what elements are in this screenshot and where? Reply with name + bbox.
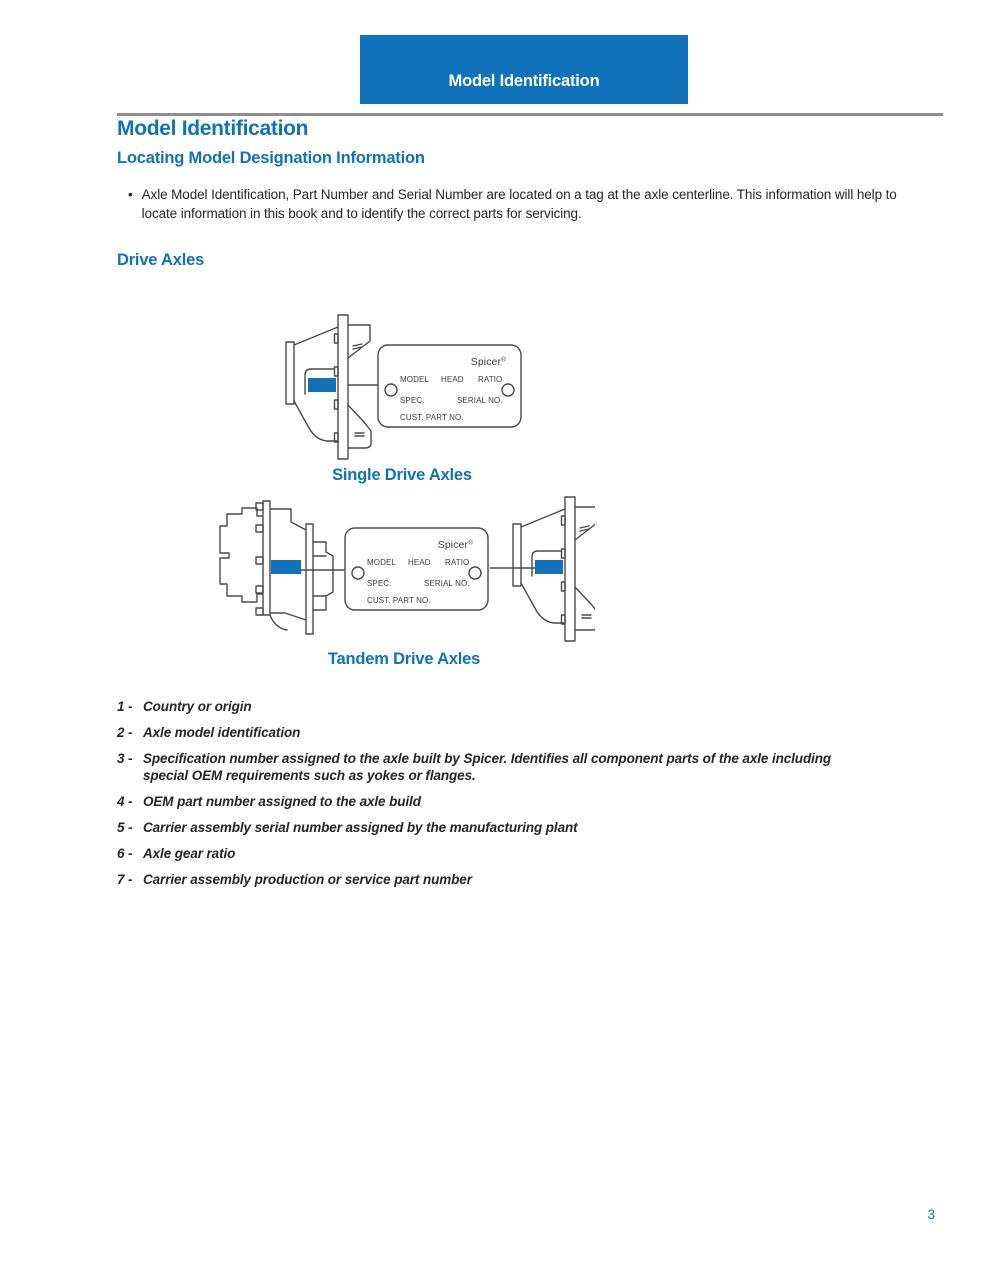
single-drive-axle-diagram — [278, 312, 523, 462]
legend-text: Axle gear ratio — [143, 845, 236, 861]
section-heading-drive-axles: Drive Axles — [117, 251, 205, 269]
banner-title: Model Identification — [448, 72, 600, 90]
legend-text: Country or origin — [143, 699, 252, 714]
figure-caption-tandem: Tandem Drive Axles — [327, 650, 481, 668]
legend-item — [117, 820, 877, 837]
legend-item — [117, 846, 877, 863]
intro-bullet — [128, 185, 918, 223]
legend-text: Carrier assembly serial number assigned by the manufacturing plant — [143, 819, 578, 835]
legend-item — [117, 872, 877, 889]
bullet-text: Axle Model Identification, Part Number and Serial Number are located on a tag at the axle centerline. This information will help to locate information in this book and to identify the correct parts for servicing. — [141, 187, 897, 221]
tandem-drive-axles-diagram — [213, 494, 595, 646]
legend-text: OEM part number assigned to the axle build — [143, 793, 421, 809]
legend-number: 7 - — [117, 871, 133, 887]
legend-number: 6 - — [117, 845, 133, 861]
legend-item — [117, 699, 877, 716]
legend-text: Specification number assigned to the axle built by Spicer. Identifies all component parts of the axle including special OEM requirements such as yokes or flanges. — [143, 751, 832, 783]
figure-single-drive-axle — [278, 312, 523, 467]
legend-number: 5 - — [117, 819, 133, 835]
page-header-banner — [360, 35, 688, 104]
legend-number: 2 - — [117, 725, 133, 740]
figure-tandem-drive-axles — [213, 494, 595, 651]
legend-number: 1 - — [117, 699, 133, 714]
figure-caption-single: Single Drive Axles — [332, 466, 472, 484]
page-title: Model Identification — [117, 117, 309, 140]
bullet-marker: • — [128, 187, 133, 202]
legend-item — [117, 725, 877, 742]
legend-text: Carrier assembly production or service part number — [143, 871, 472, 887]
legend-number: 4 - — [117, 793, 133, 809]
legend-text: Axle model identification — [143, 725, 301, 740]
legend-item — [117, 794, 877, 811]
legend-item — [117, 751, 877, 784]
section-heading-locating: Locating Model Designation Information — [117, 149, 425, 167]
header-divider — [117, 113, 943, 116]
page-number: 3 — [927, 1207, 935, 1222]
legend-number: 3 - — [117, 751, 133, 766]
tag-legend-list — [117, 699, 877, 898]
